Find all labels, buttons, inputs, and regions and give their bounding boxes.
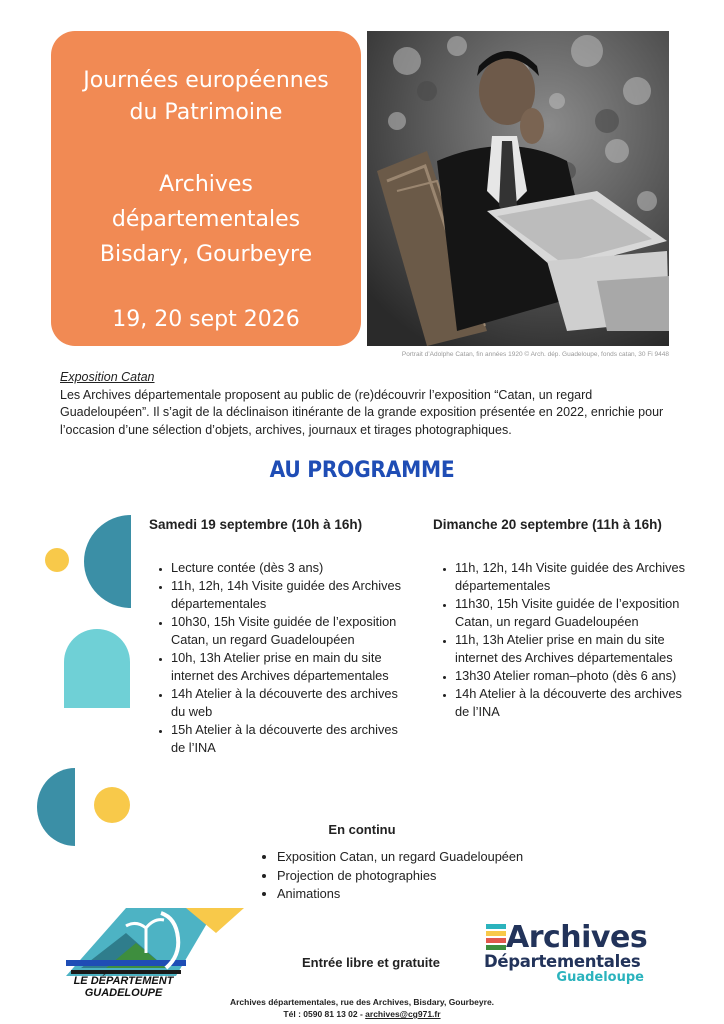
archives-logo-mark (484, 922, 508, 956)
departement-logo-graphic (66, 898, 244, 978)
footer (0, 996, 724, 1020)
list-item: • 13h30 Atelier roman–photo (dès 6 ans) (455, 667, 695, 685)
list-item: • 10h30, 15h Visite guidée de l’exposition Catan, un regard Guadeloupéen (171, 613, 414, 649)
continuous-list (259, 848, 523, 904)
event-dates: 19, 20 sept 2026 (112, 307, 300, 332)
list-item: • 14h Atelier à la découverte des archives de l’INA (455, 685, 695, 721)
footer-address: Archives départementales, rue des Archives, Bisdary, Gourbeyre. (229, 997, 495, 1007)
event-title-line1: Journées européennes (83, 68, 329, 93)
free-entry-text: Entrée libre et gratuite (302, 955, 440, 970)
list-item: • Projection de photographies (277, 867, 523, 886)
list-item: • 11h30, 15h Visite guidée de l’exposition Catan, un regard Guadeloupéen (455, 595, 695, 631)
venue-line2: départementales (111, 207, 301, 232)
saturday-list (149, 559, 414, 757)
exposition-description: Les Archives départementale proposent au public de (re)découvrir l’exposition “Catan, un regard Guadeloupéen”. Il s’agit de la déclinaison itinérante de la grande exposition présentée en 2022, enrichie pour l’occasion d’une sélection d’objets, archives, journaux et tirages photographiques. (60, 387, 664, 437)
saturday-heading: Samedi 19 septembre (10h à 16h) (149, 517, 363, 532)
departement-logo-line2: GUADELOUPE (84, 987, 163, 999)
departement-logo-line1: LE DÉPARTEMENT (73, 975, 174, 987)
continuous-heading: En continu (328, 822, 396, 837)
sunday-list (433, 559, 695, 721)
photo-caption: Portrait d’Adolphe Catan, fin années 1920 © Arch. dép. Guadeloupe, fonds catan, 30 Fi 9448 (401, 351, 669, 358)
archives-logo-line3: Guadeloupe (556, 970, 644, 985)
footer-contact (0, 1008, 724, 1020)
saturday-program (149, 515, 414, 757)
departement-guadeloupe-logo (66, 898, 244, 1004)
list-item: • 11h, 12h, 14h Visite guidée des Archives départementales (455, 559, 695, 595)
list-item: • 10h, 13h Atelier prise en main du site internet des Archives départementales (171, 649, 414, 685)
footer-phone: Tél : 0590 81 13 02 - (283, 1009, 366, 1019)
venue-line1: Archives (159, 172, 253, 197)
event-title-line2: du Patrimoine (129, 100, 283, 125)
footer-email-link[interactable]: archives@cg971.fr (365, 1009, 441, 1019)
archives-logo-line2: Départementales (484, 952, 641, 971)
list-item: • Animations (277, 885, 523, 904)
sunday-heading: Dimanche 20 septembre (11h à 16h) (433, 517, 662, 532)
list-item: • 14h Atelier à la découverte des archives du web (171, 685, 414, 721)
exposition-title: Exposition Catan (60, 370, 155, 384)
teal-half-circle-shape (84, 515, 131, 608)
archives-logo-line1: Archives (506, 920, 648, 955)
list-item: • 11h, 12h, 14h Visite guidée des Archives départementales (171, 577, 414, 613)
list-item: • 11h, 13h Atelier prise en main du site internet des Archives départementales (455, 631, 695, 667)
program-heading: AU PROGRAMME (269, 458, 455, 483)
yellow-circle-shape (94, 787, 130, 823)
light-teal-arch-shape (64, 629, 130, 708)
venue-line3: Bisdary, Gourbeyre (99, 242, 313, 267)
archives-departementales-logo (484, 918, 654, 988)
yellow-dot-shape (45, 548, 69, 572)
list-item: • Lecture contée (dès 3 ans) (171, 559, 414, 577)
list-item: • Exposition Catan, un regard Guadeloupéen (277, 848, 523, 867)
sunday-program (433, 515, 695, 721)
list-item: • 15h Atelier à la découverte des archives de l’INA (171, 721, 414, 757)
